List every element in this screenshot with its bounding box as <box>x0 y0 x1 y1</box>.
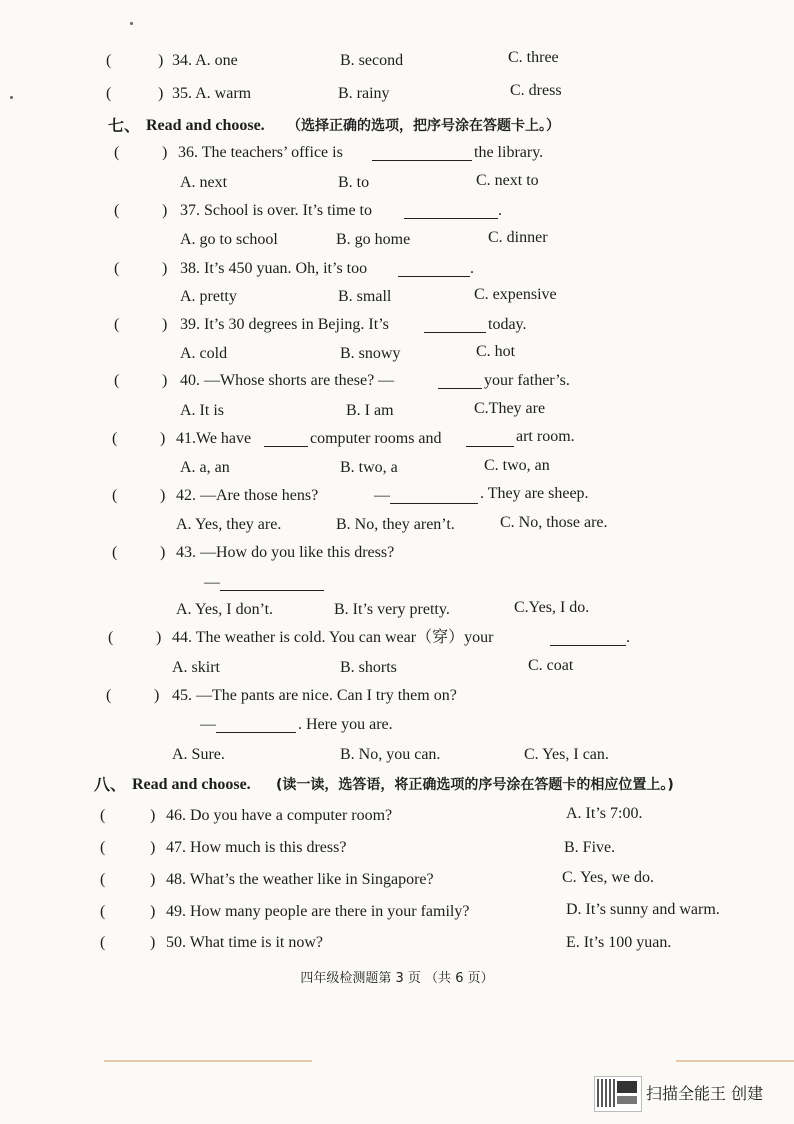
answer-choice: A. It’s 7:00. <box>566 805 643 822</box>
question-stem: 49. How many people are there in your family? <box>166 903 470 920</box>
option-a: A. It is <box>180 402 224 419</box>
question-stem-end: today. <box>488 316 527 333</box>
answer-paren-open: ( <box>100 934 106 951</box>
question-45 <box>0 683 794 709</box>
answer-paren-close: ) <box>162 260 168 277</box>
answer-choice: D. It’s sunny and warm. <box>566 901 720 918</box>
option-a: A. Yes, I don’t. <box>176 601 274 618</box>
answer-paren-open: ( <box>114 260 120 277</box>
answer-paren-open: ( <box>100 807 106 824</box>
question-36 <box>0 140 794 166</box>
option-b: B. to <box>338 174 370 191</box>
question-45-answer-line <box>0 712 794 738</box>
option-c: C. hot <box>476 343 516 360</box>
question-stem: 43. —How do you like this dress? <box>176 544 395 561</box>
answer-blank <box>372 142 472 161</box>
question-50 <box>0 930 794 956</box>
option-a: A. Sure. <box>172 746 225 763</box>
answer-paren-open: ( <box>106 52 112 69</box>
question-stem: 42. —Are those hens? <box>176 487 319 504</box>
question-stem: 45. —The pants are nice. Can I try them on? <box>172 687 457 704</box>
option-c: C.Yes, I do. <box>514 599 590 616</box>
answer-blank <box>264 428 308 447</box>
option-c: C. expensive <box>474 286 557 303</box>
answer-choice: B. Five. <box>564 839 616 856</box>
answer-paren-close: ) <box>150 903 156 920</box>
answer-choice: C. Yes, we do. <box>562 869 655 886</box>
question-stem-end: . <box>626 629 630 646</box>
section-title: Read and choose. <box>132 776 251 793</box>
question-stem-end: . Here you are. <box>298 716 393 733</box>
answer-paren-close: ) <box>150 871 156 888</box>
question-44-options <box>0 655 794 681</box>
answer-paren-open: ( <box>108 629 114 646</box>
option-b: B. small <box>338 288 392 305</box>
answer-blank <box>424 314 486 333</box>
answer-dash: — <box>374 487 390 504</box>
scanner-watermark: 扫描全能王 创建 <box>646 1084 764 1103</box>
answer-blank <box>216 714 296 733</box>
question-38 <box>0 256 794 282</box>
answer-blank <box>220 572 324 591</box>
question-stem: 46. Do you have a computer room? <box>166 807 393 824</box>
question-stem: 50. What time is it now? <box>166 934 324 951</box>
scan-edge-line-right <box>676 1060 794 1062</box>
option-a: A. next <box>180 174 228 191</box>
option-c: C. dress <box>510 82 562 99</box>
option-b: B. go home <box>336 231 411 248</box>
question-35 <box>0 81 794 107</box>
question-40-options <box>0 398 794 424</box>
section-instruction: (读一读，选答语，将正确选项的序号涂在答题卡的相应位置上。) <box>276 777 674 793</box>
answer-paren-close: ) <box>160 544 166 561</box>
section-title: Read and choose. <box>146 117 265 134</box>
answer-paren-close: ) <box>156 629 162 646</box>
answer-blank <box>404 200 498 219</box>
question-43-answer-line <box>0 570 794 596</box>
question-stem: 35. A. warm <box>172 85 252 102</box>
option-b: B. two, a <box>340 459 398 476</box>
option-a: A. Yes, they are. <box>176 516 282 533</box>
question-41-options <box>0 455 794 481</box>
question-47 <box>0 835 794 861</box>
answer-paren-close: ) <box>154 687 160 704</box>
question-stem: 38. It’s 450 yuan. Oh, it’s too <box>180 260 368 277</box>
answer-paren-close: ) <box>160 430 166 447</box>
answer-paren-open: ( <box>112 430 118 447</box>
answer-paren-close: ) <box>160 487 166 504</box>
question-48 <box>0 867 794 893</box>
answer-paren-close: ) <box>158 85 164 102</box>
option-b: B. No, they aren’t. <box>336 516 455 533</box>
answer-blank <box>398 258 470 277</box>
question-49 <box>0 899 794 925</box>
option-c: C. coat <box>528 657 574 674</box>
option-b: B. snowy <box>340 345 401 362</box>
question-37 <box>0 198 794 224</box>
question-stem-end: . <box>470 260 474 277</box>
answer-paren-open: ( <box>114 372 120 389</box>
answer-paren-open: ( <box>112 487 118 504</box>
answer-paren-open: ( <box>106 85 112 102</box>
answer-paren-open: ( <box>114 202 120 219</box>
question-34 <box>0 48 794 74</box>
qr-code-icon <box>594 1076 642 1112</box>
answer-paren-open: ( <box>100 903 106 920</box>
question-42-options <box>0 512 794 538</box>
answer-paren-open: ( <box>114 144 120 161</box>
question-stem: 40. —Whose shorts are these? — <box>180 372 395 389</box>
question-stem: 47. How much is this dress? <box>166 839 347 856</box>
question-stem-end: your father’s. <box>484 372 570 389</box>
option-b: B. It’s very pretty. <box>334 601 450 618</box>
answer-blank <box>466 428 514 447</box>
section-number: 七、 <box>108 116 141 135</box>
question-41 <box>0 426 794 452</box>
option-c: C. two, an <box>484 457 550 474</box>
option-b: B. I am <box>346 402 394 419</box>
question-stem-end: . <box>498 202 502 219</box>
option-b: B. shorts <box>340 659 397 676</box>
speck <box>130 22 133 25</box>
question-stem: 36. The teachers’ office is <box>178 144 343 161</box>
question-44 <box>0 625 794 651</box>
question-45-options <box>0 742 794 768</box>
question-stem-end: the library. <box>474 144 544 161</box>
question-stem: 39. It’s 30 degrees in Bejing. It’s <box>180 316 389 333</box>
option-b: B. second <box>340 52 404 69</box>
option-a: A. pretty <box>180 288 237 305</box>
answer-paren-close: ) <box>162 202 168 219</box>
question-stem: 34. A. one <box>172 52 238 69</box>
question-stem: 41.We have <box>176 430 252 447</box>
answer-blank <box>438 370 482 389</box>
option-a: A. go to school <box>180 231 278 248</box>
answer-blank <box>390 485 478 504</box>
answer-paren-close: ) <box>162 372 168 389</box>
question-stem-end: . They are sheep. <box>480 485 589 502</box>
answer-paren-close: ) <box>162 144 168 161</box>
answer-paren-open: ( <box>100 871 106 888</box>
option-a: A. a, an <box>180 459 230 476</box>
option-b: B. rainy <box>338 85 390 102</box>
answer-paren-close: ) <box>162 316 168 333</box>
answer-paren-open: ( <box>112 544 118 561</box>
question-stem-end: art room. <box>516 428 575 445</box>
option-c: C. next to <box>476 172 539 189</box>
question-stem: 37. School is over. It’s time to <box>180 202 372 219</box>
answer-choice: E. It’s 100 yuan. <box>566 934 672 951</box>
answer-paren-close: ) <box>158 52 164 69</box>
question-39-options <box>0 341 794 367</box>
answer-paren-open: ( <box>106 687 112 704</box>
question-37-options <box>0 227 794 253</box>
answer-paren-close: ) <box>150 934 156 951</box>
question-40 <box>0 368 794 394</box>
question-stem: 44. The weather is cold. You can wear（穿）your <box>172 629 494 646</box>
option-a: A. skirt <box>172 659 220 676</box>
question-46 <box>0 803 794 829</box>
question-stem-middle: computer rooms and <box>310 430 442 447</box>
scan-edge-line-left <box>104 1060 312 1062</box>
question-stem: 48. What’s the weather like in Singapore? <box>166 871 434 888</box>
answer-blank <box>550 627 626 646</box>
option-b: B. No, you can. <box>340 746 441 763</box>
question-39 <box>0 312 794 338</box>
question-36-options <box>0 170 794 196</box>
question-42 <box>0 483 794 509</box>
option-c: C. dinner <box>488 229 548 246</box>
question-43-options <box>0 597 794 623</box>
answer-paren-close: ) <box>150 807 156 824</box>
answer-dash: — <box>204 574 220 591</box>
answer-dash: — <box>200 716 216 733</box>
answer-paren-open: ( <box>100 839 106 856</box>
option-c: C. No, those are. <box>500 514 608 531</box>
option-a: A. cold <box>180 345 228 362</box>
section-instruction: （选择正确的选项，把序号涂在答题卡上。） <box>287 118 560 134</box>
option-c: C. Yes, I can. <box>524 746 609 763</box>
page-footer: 四年级检测题第 3 页 （共 6 页） <box>300 971 494 986</box>
question-38-options <box>0 284 794 310</box>
option-c: C.They are <box>474 400 546 417</box>
question-43 <box>0 540 794 566</box>
answer-paren-open: ( <box>114 316 120 333</box>
section-number: 八、 <box>94 775 127 794</box>
answer-paren-close: ) <box>150 839 156 856</box>
option-c: C. three <box>508 49 559 66</box>
